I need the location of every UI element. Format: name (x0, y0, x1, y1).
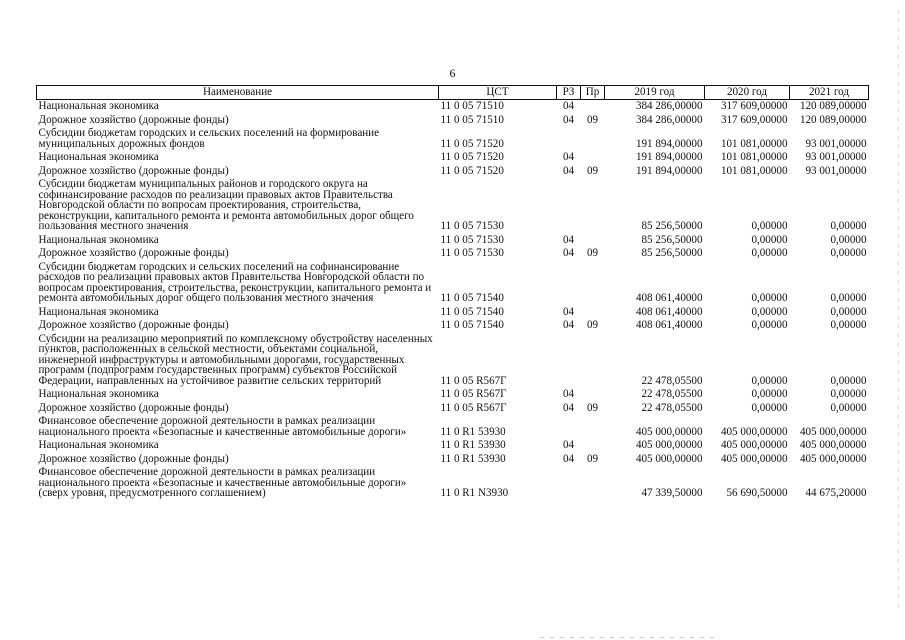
row-pr (581, 100, 605, 114)
row-2020: 0,00000 (751, 319, 788, 331)
row-pr (581, 234, 605, 248)
row-2019: 408 061,40000 (635, 305, 703, 318)
table-row (37, 247, 869, 261)
table-row (37, 261, 869, 306)
row-2020: 0,00000 (751, 220, 788, 232)
row-2020: 0,00000 (751, 292, 788, 304)
row-2021: 120 089,00000 (799, 100, 867, 112)
row-rz: 04 (562, 452, 575, 465)
row-2021: 0,00000 (830, 247, 867, 259)
row-name: Дорожное хозяйство (дорожные фонды) (38, 452, 229, 465)
table-header-row (37, 86, 869, 100)
row-name: Национальная экономика (38, 388, 159, 400)
row-cst: 11 0 05 71530 (440, 220, 504, 232)
row-2020: 317 609,00000 (720, 113, 788, 126)
table-row (37, 100, 869, 114)
scan-edge-artifact (898, 10, 899, 610)
table-row (37, 319, 869, 333)
row-cst: 11 0 05 71520 (440, 164, 504, 177)
table-row (37, 234, 869, 248)
row-name: Субсидии бюджетам городских и сельских поселений на формирование муниципальных дорожных фондов (38, 127, 380, 150)
row-rz: 04 (562, 388, 575, 400)
row-2021: 0,00000 (830, 388, 867, 400)
row-rz: 04 (562, 319, 575, 331)
row-pr (581, 151, 605, 165)
row-cst: 11 0 05 71540 (440, 305, 504, 318)
row-2021: 0,00000 (830, 233, 867, 246)
row-name: Дорожное хозяйство (дорожные фонды) (38, 164, 229, 177)
row-2021: 0,00000 (830, 401, 867, 414)
row-cst: 11 0 R1 53930 (440, 452, 506, 465)
row-rz: 04 (562, 100, 575, 112)
row-pr (581, 127, 605, 151)
table-row (37, 333, 869, 389)
row-rz (557, 333, 581, 389)
row-2021: 0,00000 (830, 305, 867, 318)
row-2019: 384 286,00000 (635, 113, 703, 126)
row-2019: 22 478,05500 (641, 374, 703, 387)
row-name: Дорожное хозяйство (дорожные фонды) (38, 247, 229, 259)
row-2019: 191 894,00000 (635, 151, 703, 163)
row-pr (581, 439, 605, 453)
header-cst: ЦСТ (439, 86, 557, 100)
table-row (37, 439, 869, 453)
row-name: Субсидии на реализацию мероприятий по комплексному обустройству населенных пунктов, расположенных в сельской местности, объектами социальной, инженерной инфраструктуры и автомобильными дорогами, государственных программ (подпрограмм государственных программ) субъектов Российской Федерации, направленных на устойчивое развитие сельских территорий (38, 332, 433, 387)
row-name: Дорожное хозяйство (дорожные фонды) (38, 401, 229, 414)
row-2019: 405 000,00000 (635, 439, 703, 451)
row-2019: 85 256,50000 (641, 220, 703, 232)
row-rz (557, 466, 581, 501)
row-2020: 0,00000 (751, 233, 788, 246)
row-rz: 04 (562, 164, 575, 177)
row-pr (581, 306, 605, 320)
table-row (37, 453, 869, 467)
table-row (37, 388, 869, 402)
row-2021: 0,00000 (830, 220, 867, 232)
row-2019: 47 339,50000 (641, 487, 703, 499)
row-2020: 405 000,00000 (720, 452, 788, 465)
row-cst: 11 0 R1 N3930 (440, 487, 509, 499)
row-pr (581, 466, 605, 501)
row-cst: 11 0 05 71540 (440, 292, 504, 304)
header-2020: 2020 год (705, 86, 790, 100)
row-2019: 405 000,00000 (635, 425, 703, 438)
row-2019: 85 256,50000 (641, 233, 703, 246)
row-rz: 04 (562, 305, 575, 318)
row-2021: 44 675,20000 (805, 487, 867, 499)
row-cst: 11 0 05 71530 (440, 247, 504, 259)
table-row (37, 466, 869, 501)
row-2019: 191 894,00000 (635, 137, 703, 150)
header-name: Наименование (37, 86, 439, 100)
row-2021: 93 001,00000 (805, 151, 867, 163)
row-rz: 04 (562, 113, 575, 126)
row-2020: 0,00000 (751, 247, 788, 259)
row-rz (557, 415, 581, 439)
row-2020: 0,00000 (751, 401, 788, 414)
row-2021: 93 001,00000 (805, 164, 867, 177)
row-rz (557, 261, 581, 306)
row-name: Национальная экономика (38, 151, 159, 163)
row-pr (581, 261, 605, 306)
row-2020: 0,00000 (751, 388, 788, 400)
row-name: Национальная экономика (38, 100, 159, 112)
row-rz: 04 (562, 439, 575, 451)
row-cst: 11 0 05 R567Г (440, 388, 507, 400)
row-2019: 22 478,05500 (641, 388, 703, 400)
row-cst: 11 0 05 71540 (440, 319, 504, 331)
row-2021: 0,00000 (830, 374, 867, 387)
row-2021: 93 001,00000 (805, 137, 867, 150)
header-2021: 2021 год (790, 86, 869, 100)
row-2019: 408 061,40000 (635, 292, 703, 304)
row-name: Национальная экономика (38, 439, 159, 451)
row-cst: 11 0 05 R567Г (440, 401, 507, 414)
row-2020: 56 690,50000 (726, 487, 788, 499)
table-row (37, 151, 869, 165)
row-pr: 09 (586, 164, 599, 177)
row-2019: 191 894,00000 (635, 164, 703, 177)
row-2020: 405 000,00000 (720, 439, 788, 451)
row-rz: 04 (562, 233, 575, 246)
row-pr: 09 (586, 247, 599, 259)
table-body (37, 100, 869, 501)
row-2021: 405 000,00000 (799, 452, 867, 465)
row-rz: 04 (562, 401, 575, 414)
row-name: Дорожное хозяйство (дорожные фонды) (38, 113, 229, 126)
row-cst: 11 0 05 71510 (440, 113, 504, 126)
table-row (37, 415, 869, 439)
table-row (37, 165, 869, 179)
row-2020: 101 081,00000 (720, 151, 788, 163)
row-rz (557, 178, 581, 234)
table-row (37, 114, 869, 128)
row-2019: 408 061,40000 (635, 319, 703, 331)
page-number: 6 (449, 66, 456, 80)
row-2021: 405 000,00000 (799, 425, 867, 438)
row-2020: 101 081,00000 (720, 164, 788, 177)
row-name: Дорожное хозяйство (дорожные фонды) (38, 319, 229, 331)
row-cst: 11 0 05 71520 (440, 137, 504, 150)
row-pr (581, 333, 605, 389)
row-name: Финансовое обеспечение дорожной деятельности в рамках реализации национального проекта «Безопасные и качественные автомобильные дороги» (38, 415, 407, 438)
table-row (37, 127, 869, 151)
row-2020: 101 081,00000 (720, 137, 788, 150)
header-pr: Пр (581, 86, 605, 100)
table-row (37, 306, 869, 320)
row-2019: 384 286,00000 (635, 100, 703, 112)
row-cst: 11 0 05 71520 (440, 151, 504, 163)
row-2020: 0,00000 (751, 374, 788, 387)
row-name: Финансовое обеспечение дорожной деятельности в рамках реализации национального проекта «Безопасные и качественные автомобильные дороги» (сверх уровня, предусмотренного соглашением) (38, 466, 407, 499)
row-name: Национальная экономика (38, 305, 159, 318)
header-rz: РЗ (557, 86, 581, 100)
header-2019: 2019 год (605, 86, 705, 100)
row-2021: 0,00000 (830, 319, 867, 331)
table-row (37, 402, 869, 416)
row-2020: 405 000,00000 (720, 425, 788, 438)
row-pr: 09 (586, 401, 599, 414)
row-name: Национальная экономика (38, 233, 159, 246)
row-pr (581, 388, 605, 402)
row-2020: 0,00000 (751, 305, 788, 318)
row-cst: 11 0 R1 53930 (440, 425, 506, 438)
budget-table (36, 85, 869, 501)
row-cst: 11 0 05 71530 (440, 233, 504, 246)
row-pr (581, 178, 605, 234)
row-2020: 317 609,00000 (720, 100, 788, 112)
row-2021: 405 000,00000 (799, 439, 867, 451)
row-cst: 11 0 05 R567Г (440, 374, 507, 387)
row-pr: 09 (586, 319, 599, 331)
row-name: Субсидии бюджетам городских и сельских поселений на софинансирование расходов по реализации правовых актов Правительства Новгородской области по вопросам проектирования, строительства, реконструкции, капитального ремонта и ремонта автомобильных дорог общего пользования местного значения (38, 260, 432, 304)
scan-bottom-artifact (540, 637, 720, 638)
row-2019: 85 256,50000 (641, 247, 703, 259)
row-rz: 04 (562, 247, 575, 259)
row-2021: 120 089,00000 (799, 113, 867, 126)
row-cst: 11 0 R1 53930 (440, 439, 506, 451)
row-cst: 11 0 05 71510 (440, 100, 504, 112)
row-pr: 09 (586, 113, 599, 126)
table-row (37, 178, 869, 234)
row-2021: 0,00000 (830, 292, 867, 304)
row-pr (581, 415, 605, 439)
row-name: Субсидии бюджетам муниципальных районов и городского округа на софинансирование расходов по реализации правовых актов Правительства Новгородской области по вопросам проектирования, строительства, реконструкции, капитального ремонта и ремонта автомобильных дорог общего пользования местного значения (38, 178, 414, 232)
row-rz (557, 127, 581, 151)
row-rz: 04 (562, 151, 575, 163)
row-2019: 22 478,05500 (641, 401, 703, 414)
row-pr: 09 (586, 452, 599, 465)
row-2019: 405 000,00000 (635, 452, 703, 465)
